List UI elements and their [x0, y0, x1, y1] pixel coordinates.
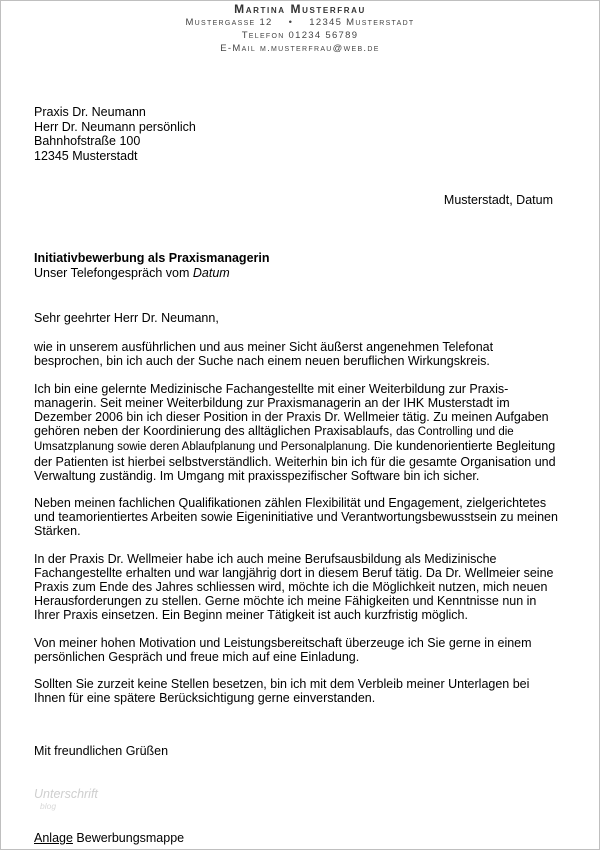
subject-block — [34, 251, 270, 280]
recipient-line: Praxis Dr. Neumann — [34, 105, 146, 119]
subject-reference — [34, 266, 270, 281]
letter-body — [34, 311, 559, 718]
attachment-text: Bewerbungsmappe — [72, 831, 185, 845]
address-separator: • — [288, 17, 294, 28]
sender-name: Martina Musterfrau — [234, 2, 366, 16]
salutation: Sehr geehrter Herr Dr. Neumann, — [34, 311, 219, 325]
paragraph: wie in unserem ausführlichen und aus meiner Sicht äußerst angenehmen Telefonat besprochen, bin ich auch der Suche nach einem neuen beruflichen Wirkungskreis. — [34, 340, 494, 369]
sender-street: Mustergasse 12 — [185, 17, 273, 28]
closing: Mit freundlichen Grüßen — [34, 744, 169, 758]
paragraph: Neben meinen fachlichen Qualifikationen zählen Flexibilität und Engagement, zielgerichtetes und teamorientiertes Arbeiten sowie Eigeninitiative und Verantwortungsbewusstsein zu meinen Stärken. — [34, 496, 558, 539]
reference-prefix: Unser Telefongespräch vom — [34, 265, 193, 280]
recipient-line: 12345 Musterstadt — [34, 148, 138, 163]
attachment — [34, 831, 184, 845]
paragraph-part: das Controlling und die Umsatzplanung sowie deren Ablaufplanung und Personalplanung. — [34, 426, 514, 454]
place-date: Musterstadt, Datum — [443, 193, 553, 207]
subject-title: Initiativbewerbung als Praxismanagerin — [34, 251, 270, 265]
paragraph: Sollten Sie zurzeit keine Stellen besetzen, bin ich mit dem Verbleib meiner Unterlagen bei Ihnen für eine spätere Berücksichtigung gerne einverstanden. — [34, 677, 530, 706]
attachment-label: Anlage — [34, 831, 73, 845]
letterhead — [1, 2, 599, 55]
signature-text: Unterschrift — [34, 787, 98, 801]
sender-phone: Telefon 01234 56789 — [241, 30, 359, 41]
sender-email: E-Mail m.musterfrau@web.de — [220, 43, 380, 54]
reference-date: Datum — [192, 265, 230, 280]
paragraph — [34, 382, 559, 483]
recipient-address — [34, 105, 196, 163]
paragraph-part: Die kundenorientierte Begleitung der Patienten ist hierbei selbstverständlich. Weiterhin bin ich für die gesamte Organisation und Verwaltung zuständig. Im Umgang mit praxisspezifischer Software bin ich sicher. — [34, 439, 556, 483]
signature — [34, 788, 98, 811]
recipient-line: Herr Dr. Neumann persönlich — [34, 119, 196, 134]
signature-subtext: blog — [40, 801, 57, 811]
recipient-line: Bahnhofstraße 100 — [34, 134, 141, 148]
paragraph-part: Ich bin eine gelernte Medizinische Fachangestellte mit einer Weiterbildung zur Praxis-managerin. Seit meiner Weiterbildung zur Praxismanagerin an der IHK Musterstadt im Dezember 2006 bin ich dieser Position in der Praxis Dr. Wellmeier tätig. Zu meinen Aufgaben gehören neben der Koordinierung des alltäglichen Praxisablaufs, — [34, 381, 549, 439]
paragraph: Von meiner hohen Motivation und Leistungsbereitschaft überzeuge ich Sie gerne in einem persönlichen Gespräch und freue mich auf eine Einladung. — [34, 635, 532, 664]
sender-city: 12345 Musterstadt — [309, 17, 415, 28]
paragraph: In der Praxis Dr. Wellmeier habe ich auch meine Berufsausbildung als Medizinische Fachangestellte erhalten und war langjährig dort in diesem Beruf tätig. Da Dr. Wellmeier seine Praxis zum Ende des Jahres schliessen wird, möchte ich die Möglichkeit nutzen, mich neuen Herausforderungen zu stellen. Gerne möchte ich meine Fähigkeiten und Kenntnisse nun in Ihrer Praxis einsetzen. Ein Beginn meiner Tätigkeit ist auch kurzfristig möglich. — [34, 551, 554, 623]
sender-address — [1, 16, 599, 29]
